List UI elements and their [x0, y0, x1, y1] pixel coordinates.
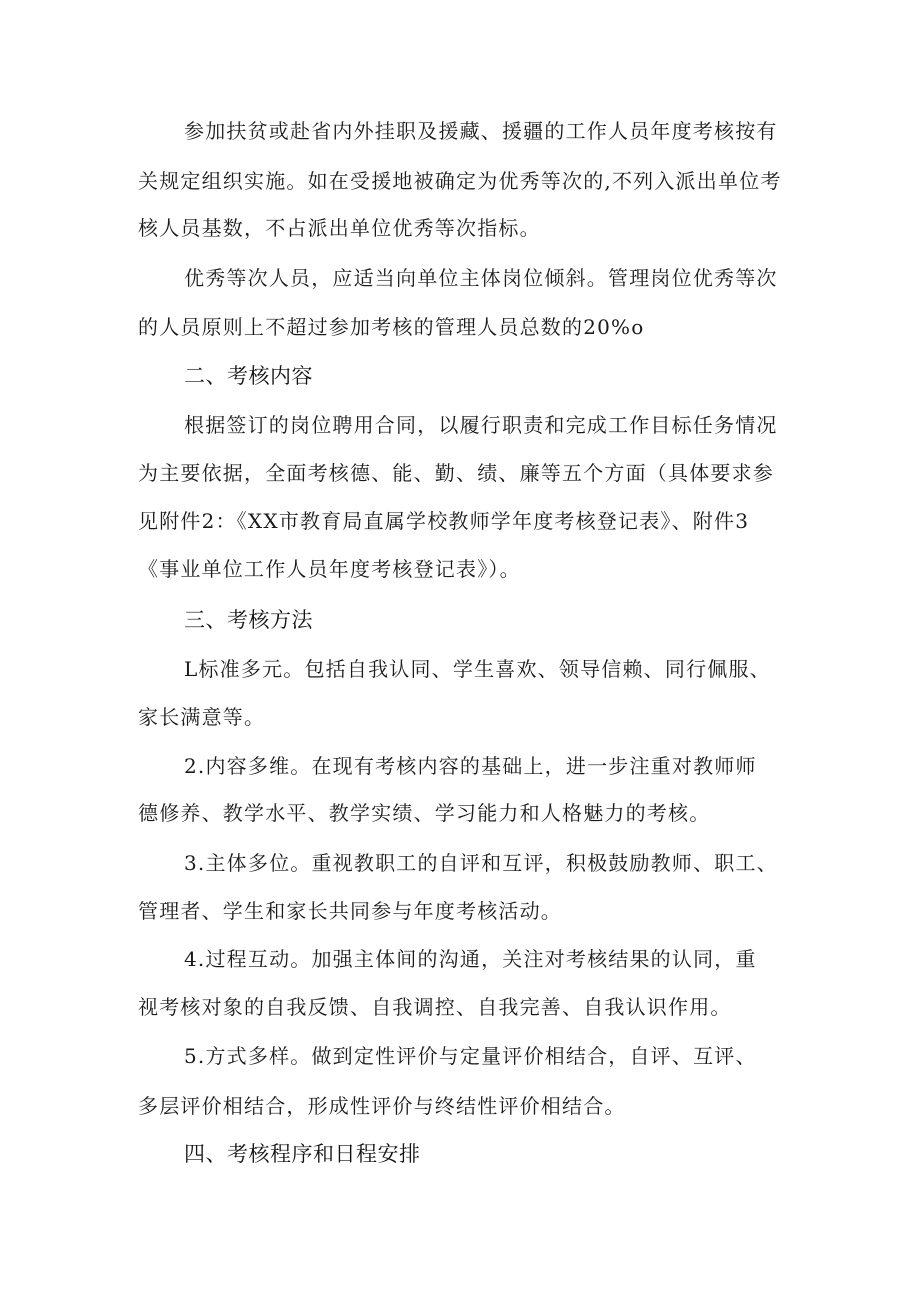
- paragraph-line: 为主要依据，全面考核德、能、勤、绩、廉等五个方面（具体要求参: [138, 461, 774, 485]
- paragraph-line: 德修养、教学水平、教学实绩、学习能力和人格魅力的考核。: [138, 801, 711, 825]
- paragraph-line: L标准多元。包括自我认同、学生喜欢、领导信赖、同行佩服、: [184, 657, 771, 681]
- paragraph-line: 2.内容多维。在现有考核内容的基础上，进一步注重对教师师: [184, 754, 757, 778]
- paragraph-line: 根据签订的岗位聘用合同，以履行职责和完成工作目标任务情况: [184, 413, 778, 437]
- paragraph-line: 家长满意等。: [138, 705, 266, 729]
- paragraph-line: 参加扶贫或赴省内外挂职及援藏、援疆的工作人员年度考核按有: [184, 119, 778, 143]
- paragraph-line: 的人员原则上不超过参加考核的管理人员总数的20%o: [138, 315, 645, 339]
- paragraph-line: 多层评价相结合，形成性评价与终结性评价相结合。: [138, 1094, 626, 1118]
- paragraph-line: 管理者、学生和家长共同参与年度考核活动。: [138, 899, 562, 923]
- paragraph-line: 3.主体多位。重视教职工的自评和互评，积极鼓励教师、职工、: [184, 851, 778, 875]
- paragraph-line: 视考核对象的自我反馈、自我调控、自我完善、自我认识作用。: [138, 995, 732, 1019]
- paragraph-line: 关规定组织实施。如在受援地被确定为优秀等次的,不列入派出单位考: [138, 169, 782, 193]
- section-heading-content: 二、考核内容: [184, 364, 313, 388]
- paragraph-line: 5.方式多样。做到定性评价与定量评价相结合，自评、互评、: [184, 1044, 757, 1068]
- section-heading-procedure: 四、考核程序和日程安排: [184, 1142, 421, 1166]
- paragraph-line: 见附件2：《XX市教育局直属学校教师学年度考核登记表》、附件3: [138, 509, 750, 533]
- paragraph-line: 核人员基数，不占派出单位优秀等次指标。: [138, 216, 541, 240]
- paragraph-line: 4.过程互动。加强主体间的沟通，关注对考核结果的认同，重: [184, 947, 757, 971]
- paragraph-line: 《事业单位工作人员年度考核登记表》）。: [138, 557, 521, 581]
- paragraph-line: 优秀等次人员，应适当向单位主体岗位倾斜。管理岗位优秀等次: [184, 266, 778, 290]
- section-heading-method: 三、考核方法: [184, 608, 313, 632]
